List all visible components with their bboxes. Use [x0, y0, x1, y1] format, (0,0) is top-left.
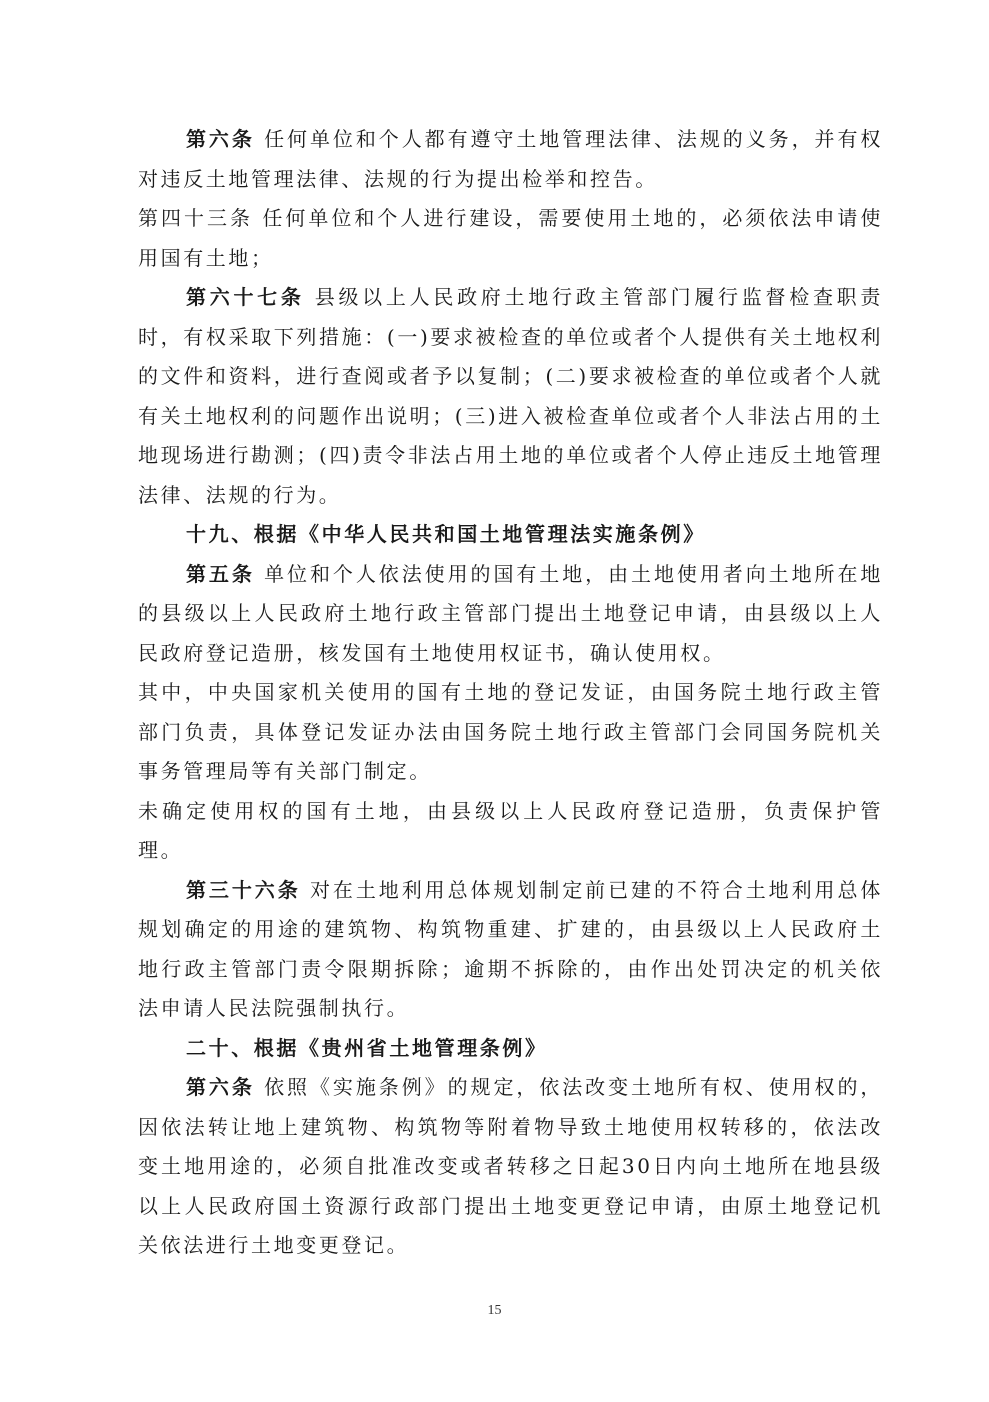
article-text: 任何单位和个人都有遵守土地管理法律、法规的义务，并有权对违反土地管理法律、法规的行为提出检举和控告。: [138, 127, 883, 191]
article-text: 其中，中央国家机关使用的国有土地的登记发证，由国务院土地行政主管部门负责，具体登记发证办法由国务院土地行政主管部门会同国务院机关事务管理局等有关部门制定。: [138, 680, 883, 783]
article-text: 未确定使用权的国有土地，由县级以上人民政府登记造册，负责保护管理。: [138, 798, 883, 862]
article-text: 第四十三条 任何单位和个人进行建设，需要使用土地的，必须依法申请使用国有土地；: [138, 206, 883, 270]
article-text: 单位和个人依法使用的国有土地，由土地使用者向土地所在地的县级以上人民政府土地行政主管部门提出土地登记申请，由县级以上人民政府登记造册，核发国有土地使用权证书，确认使用权。: [138, 561, 883, 665]
article-text: 对在土地利用总体规划制定前已建的不符合土地利用总体规划确定的用途的建筑物、构筑物重建、扩建的，由县级以上人民政府土地行政主管部门责令限期拆除；逾期不拆除的，由作出处罚决定的机关依法申请人民法院强制执行。: [138, 877, 883, 1020]
article-paragraph: [138, 199, 883, 278]
article-text: 依照《实施条例》的规定，依法改变土地所有权、使用权的，因依法转让地上建筑物、构筑物等附着物导致土地使用权转移的，依法改变土地用途的，必须自批准改变或者转移之日起30日内向土地所在地县级以上人民政府国土资源行政部门提出土地变更登记申请，由原土地登记机关依法进行土地变更登记。: [138, 1075, 883, 1257]
section-heading: 二十、根据《贵州省土地管理条例》: [186, 1035, 548, 1060]
article-paragraph: [138, 1068, 883, 1266]
article-text: 县级以上人民政府土地行政主管部门履行监督检查职责时，有权采取下列措施：(一)要求被检查的单位或者个人提供有关土地权利的文件和资料，进行查阅或者予以复制；(二)要求被检查的单位或者个人就有关土地权利的问题作出说明；(三)进入被检查单位或者个人非法占用的土地现场进行勘测；(四)责令非法占用土地的单位或者个人停止违反土地管理法律、法规的行为。: [138, 285, 884, 507]
page-number: 15: [487, 1303, 502, 1318]
article-number: 第三十六条: [186, 877, 301, 902]
article-number: 第五条: [186, 561, 255, 586]
article-paragraph: [138, 278, 883, 515]
article-paragraph: [138, 673, 883, 792]
article-number: 第六十七条: [186, 285, 305, 309]
section-heading: 十九、根据《中华人民共和国土地管理法实施条例》: [186, 522, 706, 546]
article-number: 第六条: [186, 1075, 255, 1099]
article-paragraph: [138, 555, 883, 674]
page-body: [138, 120, 883, 1266]
article-paragraph: [138, 871, 883, 1029]
article-number: 第六条: [186, 127, 255, 151]
article-paragraph: [138, 792, 883, 871]
article-paragraph: [138, 120, 883, 199]
